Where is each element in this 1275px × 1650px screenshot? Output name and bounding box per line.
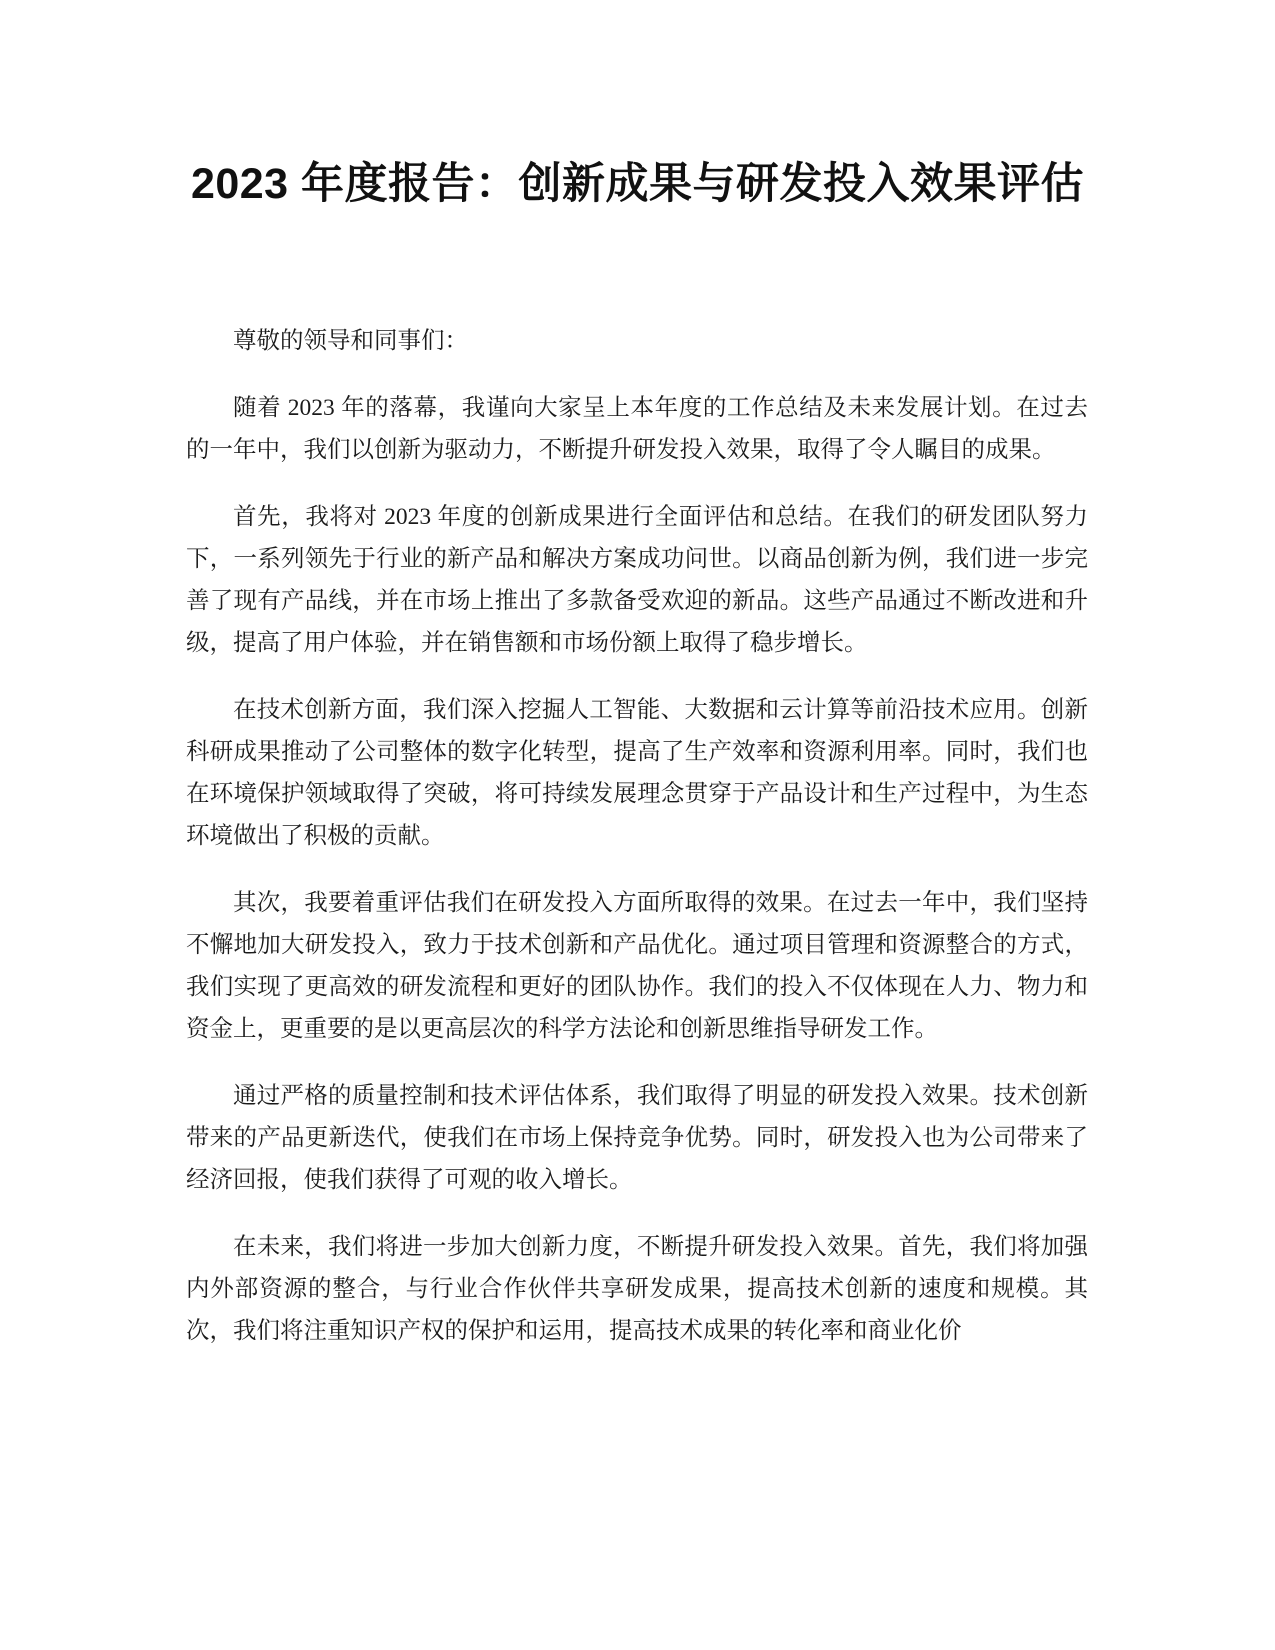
paragraph-rd-effect: 通过严格的质量控制和技术评估体系，我们取得了明显的研发投入效果。技术创新带来的产品更新迭代，使我们在市场上保持竞争优势。同时，研发投入也为公司带来了经济回报，使我们获得了可观的收入增长。 bbox=[186, 1083, 1088, 1193]
paragraph-technology-innovation: 在技术创新方面，我们深入挖掘人工智能、大数据和云计算等前沿技术应用。创新科研成果推动了公司整体的数字化转型，提高了生产效率和资源利用率。同时，我们也在环境保护领域取得了突破，将可持续发展理念贯穿于产品设计和生产过程中，为生态环境做出了积极的贡献。 bbox=[186, 697, 1088, 849]
paragraph-future-plan: 在未来，我们将进一步加大创新力度，不断提升研发投入效果。首先，我们将加强内外部资源的整合，与行业合作伙伴共享研发成果，提高技术创新的速度和规模。其次，我们将注重知识产权的保护和运用，提高技术成果的转化率和商业化价 bbox=[186, 1234, 1088, 1344]
paragraph-innovation-results: 首先，我将对 2023 年度的创新成果进行全面评估和总结。在我们的研发团队努力下，一系列领先于行业的新产品和解决方案成功问世。以商品创新为例，我们进一步完善了现有产品线，并在市场上推出了多款备受欢迎的新品。这些产品通过不断改进和升级，提高了用户体验，并在销售额和市场份额上取得了稳步增长。 bbox=[186, 504, 1088, 656]
salutation: 尊敬的领导和同事们： bbox=[233, 328, 468, 354]
document-body bbox=[186, 320, 1088, 1377]
paragraph-intro: 随着 2023 年的落幕，我谨向大家呈上本年度的工作总结及未来发展计划。在过去的一年中，我们以创新为驱动力，不断提升研发投入效果，取得了令人瞩目的成果。 bbox=[186, 395, 1088, 463]
document-title: 2023 年度报告：创新成果与研发投入效果评估 bbox=[190, 160, 1085, 208]
paragraph-rd-investment: 其次，我要着重评估我们在研发投入方面所取得的效果。在过去一年中，我们坚持不懈地加大研发投入，致力于技术创新和产品优化。通过项目管理和资源整合的方式，我们实现了更高效的研发流程和更好的团队协作。我们的投入不仅体现在人力、物力和资金上，更重要的是以更高层次的科学方法论和创新思维指导研发工作。 bbox=[186, 890, 1088, 1042]
